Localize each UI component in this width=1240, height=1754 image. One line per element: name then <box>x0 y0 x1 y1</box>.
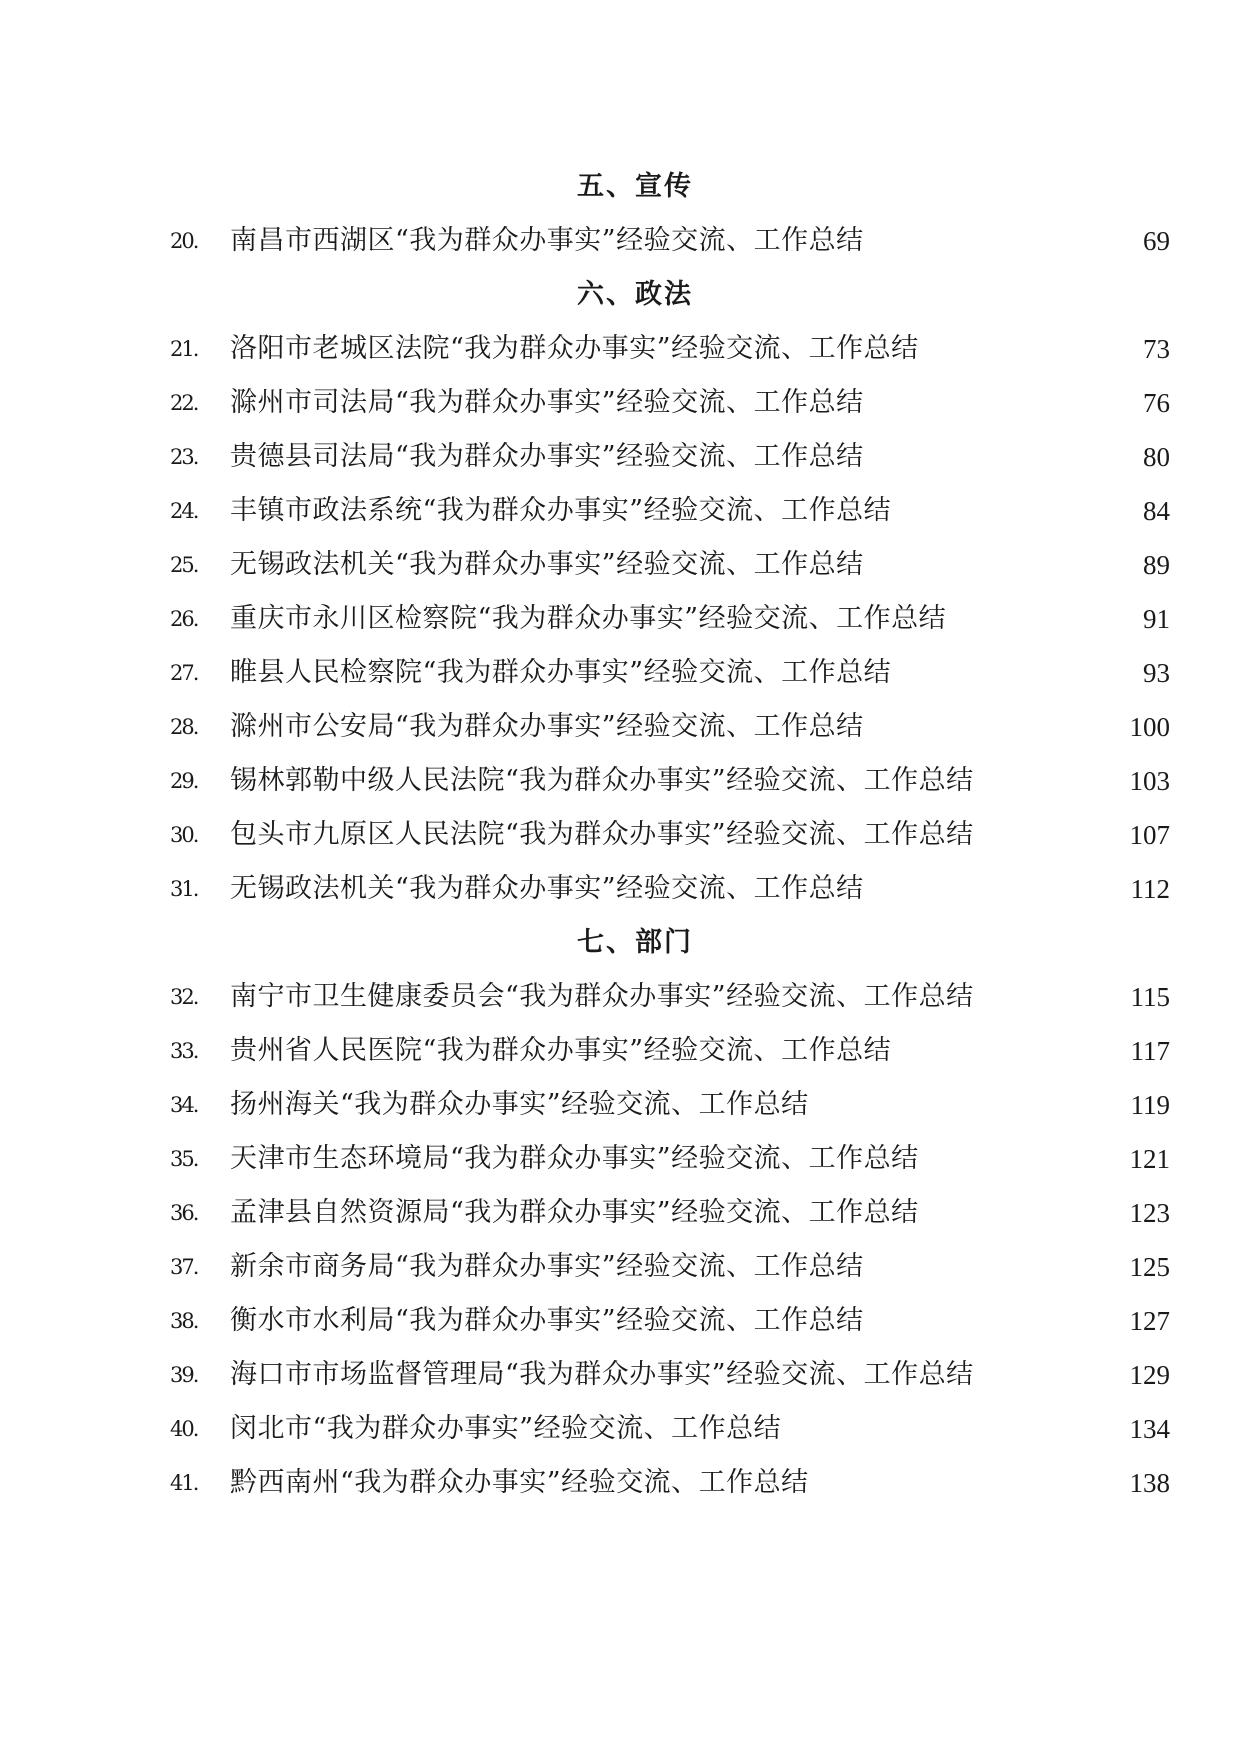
entry-title: 无锡政法机关“我为群众办事实”经验交流、工作总结 <box>230 873 864 904</box>
entry-page-number: 127 <box>1129 1306 1170 1336</box>
toc-entry[interactable] <box>0 376 1240 430</box>
entry-title: 天津市生态环境局“我为群众办事实”经验交流、工作总结 <box>230 1143 919 1174</box>
toc-entry[interactable] <box>0 322 1240 376</box>
entry-title: 重庆市永川区检察院“我为群众办事实”经验交流、工作总结 <box>230 603 947 634</box>
entry-page-number: 125 <box>1129 1252 1170 1282</box>
entry-title: 锡林郭勒中级人民法院“我为群众办事实”经验交流、工作总结 <box>230 765 974 796</box>
entry-number: 32. <box>170 985 198 1009</box>
toc-entry[interactable] <box>0 1402 1240 1456</box>
toc-entry[interactable] <box>0 1186 1240 1240</box>
entry-page-number: 138 <box>1129 1468 1170 1498</box>
entry-number: 28. <box>170 715 198 739</box>
entry-page-number: 107 <box>1129 820 1170 850</box>
toc-entry[interactable] <box>0 484 1240 538</box>
toc-entry[interactable] <box>0 1294 1240 1348</box>
entry-number: 34. <box>170 1093 198 1117</box>
entry-number: 23. <box>170 445 198 469</box>
entry-page-number: 76 <box>1143 388 1170 418</box>
entry-number: 29. <box>170 769 198 793</box>
section-heading: 七、部门 <box>577 927 693 958</box>
entry-page-number: 69 <box>1143 226 1170 256</box>
entry-number: 31. <box>170 877 198 901</box>
entry-number: 40. <box>170 1417 198 1441</box>
entry-title: 孟津县自然资源局“我为群众办事实”经验交流、工作总结 <box>230 1197 919 1228</box>
entry-number: 25. <box>170 553 198 577</box>
entry-number: 27. <box>170 661 198 685</box>
toc-entry[interactable] <box>0 862 1240 916</box>
entry-number: 33. <box>170 1039 198 1063</box>
entry-number: 20. <box>170 229 198 253</box>
section-heading: 五、宣传 <box>577 171 693 202</box>
toc-entry[interactable] <box>0 538 1240 592</box>
toc-entry[interactable] <box>0 1348 1240 1402</box>
entry-page-number: 91 <box>1143 604 1170 634</box>
entry-page-number: 80 <box>1143 442 1170 472</box>
entry-page-number: 119 <box>1130 1090 1170 1120</box>
entry-page-number: 112 <box>1130 874 1170 904</box>
entry-number: 41. <box>170 1471 198 1495</box>
entry-title: 贵州省人民医院“我为群众办事实”经验交流、工作总结 <box>230 1035 892 1066</box>
entry-number: 24. <box>170 499 198 523</box>
entry-page-number: 121 <box>1129 1144 1170 1174</box>
entry-title: 南昌市西湖区“我为群众办事实”经验交流、工作总结 <box>230 225 864 256</box>
entry-number: 37. <box>170 1255 198 1279</box>
entry-page-number: 134 <box>1129 1414 1170 1444</box>
table-of-contents <box>0 160 1240 1510</box>
entry-page-number: 123 <box>1129 1198 1170 1228</box>
entry-title: 洛阳市老城区法院“我为群众办事实”经验交流、工作总结 <box>230 333 919 364</box>
entry-title: 新余市商务局“我为群众办事实”经验交流、工作总结 <box>230 1251 864 1282</box>
entry-number: 39. <box>170 1363 198 1387</box>
toc-entry[interactable] <box>0 592 1240 646</box>
entry-page-number: 129 <box>1129 1360 1170 1390</box>
entry-number: 38. <box>170 1309 198 1333</box>
entry-number: 21. <box>170 337 198 361</box>
entry-title: 睢县人民检察院“我为群众办事实”经验交流、工作总结 <box>230 657 892 688</box>
toc-entry[interactable] <box>0 1456 1240 1510</box>
toc-entry[interactable] <box>0 1024 1240 1078</box>
entry-title: 闵北市“我为群众办事实”经验交流、工作总结 <box>230 1413 782 1444</box>
toc-entry[interactable] <box>0 970 1240 1024</box>
entry-title: 黔西南州“我为群众办事实”经验交流、工作总结 <box>230 1467 809 1498</box>
entry-title: 扬州海关“我为群众办事实”经验交流、工作总结 <box>230 1089 809 1120</box>
entry-title: 滁州市公安局“我为群众办事实”经验交流、工作总结 <box>230 711 864 742</box>
entry-number: 30. <box>170 823 198 847</box>
toc-entry[interactable] <box>0 1078 1240 1132</box>
entry-page-number: 115 <box>1130 982 1170 1012</box>
entry-page-number: 84 <box>1143 496 1170 526</box>
entry-title: 海口市市场监督管理局“我为群众办事实”经验交流、工作总结 <box>230 1359 974 1390</box>
entry-title: 衡水市水利局“我为群众办事实”经验交流、工作总结 <box>230 1305 864 1336</box>
entry-title: 丰镇市政法系统“我为群众办事实”经验交流、工作总结 <box>230 495 892 526</box>
toc-entry[interactable] <box>0 214 1240 268</box>
toc-entry[interactable] <box>0 1240 1240 1294</box>
entry-number: 35. <box>170 1147 198 1171</box>
entry-number: 36. <box>170 1201 198 1225</box>
entry-number: 22. <box>170 391 198 415</box>
entry-title: 包头市九原区人民法院“我为群众办事实”经验交流、工作总结 <box>230 819 974 850</box>
toc-entry[interactable] <box>0 430 1240 484</box>
entry-page-number: 117 <box>1130 1036 1170 1066</box>
entry-page-number: 89 <box>1143 550 1170 580</box>
entry-title: 贵德县司法局“我为群众办事实”经验交流、工作总结 <box>230 441 864 472</box>
toc-section-publicity <box>0 160 1240 268</box>
toc-section-politics-law <box>0 268 1240 916</box>
entry-page-number: 93 <box>1143 658 1170 688</box>
entry-title: 滁州市司法局“我为群众办事实”经验交流、工作总结 <box>230 387 864 418</box>
section-heading: 六、政法 <box>577 279 693 310</box>
toc-entry[interactable] <box>0 808 1240 862</box>
toc-section-departments <box>0 916 1240 1510</box>
toc-entry[interactable] <box>0 754 1240 808</box>
toc-entry[interactable] <box>0 1132 1240 1186</box>
entry-page-number: 100 <box>1129 712 1170 742</box>
entry-page-number: 103 <box>1129 766 1170 796</box>
entry-page-number: 73 <box>1143 334 1170 364</box>
entry-title: 南宁市卫生健康委员会“我为群众办事实”经验交流、工作总结 <box>230 981 974 1012</box>
entry-number: 26. <box>170 607 198 631</box>
entry-title: 无锡政法机关“我为群众办事实”经验交流、工作总结 <box>230 549 864 580</box>
toc-entry[interactable] <box>0 700 1240 754</box>
toc-entry[interactable] <box>0 646 1240 700</box>
